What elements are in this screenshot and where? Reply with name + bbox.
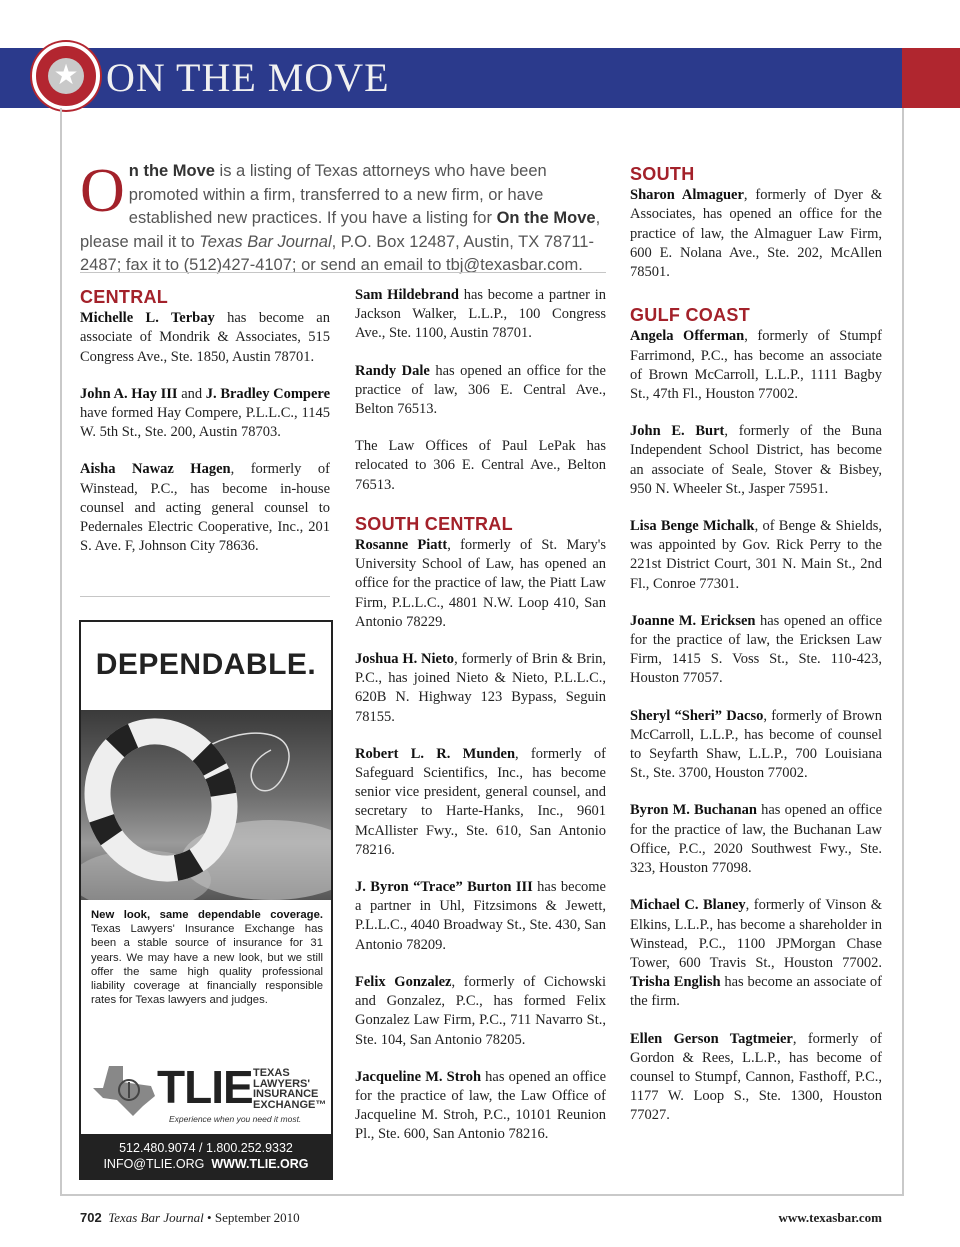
star-badge — [32, 42, 100, 110]
life-ring-icon — [81, 710, 331, 900]
listing-entry: Joshua H. Nieto, formerly of Brin & Brin, P.C., has joined Nieto & Nieto, P.L.L.C., 620B N. Highway 123 Bypass, Seguin 78155. — [355, 651, 606, 725]
section-heading-south: SOUTH — [630, 164, 695, 184]
ad-tagline: Experience when you need it most. — [169, 1114, 302, 1124]
dropcap: O — [80, 157, 125, 225]
listing-entry: John A. Hay III and J. Bradley Compere have formed Hay Compere, P.L.L.C., 1145 W. 5th St., Ste. 200, Austin 78703. — [80, 385, 331, 441]
listing-entry: Randy Dale has opened an office for the practice of law, 306 E. Central Ave., Belton 76513. — [355, 362, 606, 418]
tlie-advertisement[interactable] — [79, 620, 333, 1180]
listing-entry: J. Byron “Trace” Burton III has become a partner in Uhl, Fitzsimons & Jewett, P.L.L.C., 4040 Broadway St., Ste. 430, San Antonio 78209. — [355, 879, 606, 953]
tlie-logo: TLIE TEXAS LAWYERS' INSURANCE EXCHANGE™ Experience when you need it most. — [89, 1062, 323, 1134]
section-heading-gulf-coast: GULF COAST — [630, 305, 750, 326]
page-title: ON THE MOVE — [106, 55, 390, 100]
listing-entry: Michelle L. Terbay has become an associate of Mondrik & Associates, 515 Congress Ave., Ste. 1850, Austin 78701. — [80, 310, 330, 365]
listing-entry: Ellen Gerson Tagtmeier, formerly of Gordon & Rees, L.L.P., has become of counsel to Stumpf, Cannon, Fasthoff, P.C., 1177 W. Loop S., Ste. 1300, Houston 77027. — [630, 1030, 882, 1124]
column-3 — [630, 165, 882, 1144]
listing-entry: Sharon Almaguer, formerly of Dyer & Associates, has opened an office for the practice of law, the Almaguer Law Firm, 600 E. Nolana Ave., Ste. 202, McAllen 78501. — [630, 187, 882, 281]
listing-entry: Sam Hildebrand has become a partner in Jackson Walker, L.L.P., 100 Congress Ave., Ste. 1100, Austin 78701. — [355, 287, 607, 342]
intro-divider — [80, 272, 606, 273]
listing-entry: Lisa Benge Michalk, of Benge & Shields, was appointed by Gov. Rick Perry to the 221st District Court, 301 N. Main St., 2nd Fl., Conroe 77301. — [630, 518, 882, 592]
listing-entry: Sheryl “Sheri” Dacso, formerly of Brown McCarroll, L.L.P., has become of counsel to Seyfarth Shaw, L.L.P., 700 Louisiana St., Ste. 3700, Houston 77002. — [630, 707, 883, 782]
listing-entry: Angela Offerman, formerly of Stumpf Farrimond, P.C., has become an associate of Brown McCarroll, L.L.P., 1111 Bagby St., 47th Fl., Houston 77002. — [630, 328, 882, 403]
listing-entry: Rosanne Piatt, formerly of St. Mary's University School of Law, has opened an office for the practice of law, the Piatt Law Firm, P.L.L.C., 4801 N.W. Loop 410, San Antonio 78229. — [355, 537, 606, 630]
listing-entry: Aisha Nawaz Hagen, formerly of Winstead, P.C., has become in-house counsel and acting general counsel to Pedernales Electric Cooperative, Inc., 201 S. Ave. F, Johnson City 78636. — [80, 461, 330, 555]
ad-website[interactable]: WWW.TLIE.ORG — [211, 1157, 309, 1171]
footer-website[interactable]: www.texasbar.com — [778, 1210, 882, 1225]
header-accent — [902, 48, 960, 108]
listing-entry: Jacqueline M. Stroh has opened an office for the practice of law, the Law Office of Jacqueline M. Stroh, P.C., 10101 Reunion Pl., Ste. 600, San Antonio 78216. — [355, 1068, 607, 1143]
listing-entry: Joanne M. Ericksen has opened an office for the practice of law, the Ericksen Law Firm, 1415 S. Voss St., Ste. 110-423, Houston 77057. — [630, 612, 883, 687]
ad-photo-life-ring — [81, 710, 331, 900]
ad-email[interactable]: INFO@TLIE.ORG — [103, 1157, 205, 1171]
texas-map-icon — [89, 1062, 159, 1118]
column-divider — [80, 596, 330, 597]
ad-body: New look, same dependable coverage. Texas Lawyers' Insurance Exchange has been a stable source of insurance for 31 years. We may have a new look, but we still offer the same high quality professional liability coverage at financially responsible rates for Texas lawyers and judges. — [91, 909, 323, 1007]
listing-entry: Robert L. R. Munden, formerly of Safeguard Scientifics, Inc., has become senior vice president, general counsel, and secretary to Harte-Hanks, Inc., 9601 McAllister Fwy., Ste. 610, San Antonio 78216. — [355, 745, 606, 858]
listing-entry: John E. Burt, formerly of the Buna Independent School District, has become an associate of Seale, Stover & Bisbey, 950 N. Wheeler St., Jasper 75951. — [630, 423, 882, 497]
ad-contact-bar[interactable] — [81, 1134, 331, 1178]
column-2 — [355, 286, 606, 1163]
section-heading-central: CENTRAL — [80, 287, 169, 307]
issue-date: September 2010 — [214, 1210, 300, 1225]
page-number: 702 — [80, 1210, 102, 1225]
listing-entry: The Law Offices of Paul LePak has relocated to 306 E. Central Ave., Belton 76513. — [355, 438, 606, 493]
column-central — [80, 288, 330, 574]
section-heading-south-central: SOUTH CENTRAL — [355, 513, 513, 534]
ad-phone: 512.480.9074 / 1.800.252.9332 — [119, 1141, 293, 1155]
listing-entry: Byron M. Buchanan has opened an office for the practice of law, the Buchanan Law Office, P.C., 2020 Southwest Fwy., Ste. 323, Houston 77098. — [630, 802, 882, 877]
footer-left: 702 Texas Bar Journal • September 2010 — [80, 1210, 300, 1225]
ad-headline: DEPENDABLE. — [95, 648, 317, 681]
intro-paragraph: On the Move is a listing of Texas attorneys who have been promoted within a firm, transferred to a new firm, or have established new practices. If you have a listing for On the Move, please mail it to Texas Bar Journal, P.O. Box 12487, Austin, TX 78711-2487; fax it to (512)427-4107; or send an email to tbj@texasbar.com. — [80, 157, 601, 274]
listing-entry: Felix Gonzalez, formerly of Cichowski and Gonzalez, P.C., has formed Felix Gonzalez Law Firm, P.C., 711 Navarro St., Ste. 104, San Antonio 78205. — [355, 973, 606, 1048]
journal-name: Texas Bar Journal — [108, 1210, 204, 1225]
listing-entry: Michael C. Blaney, formerly of Vinson & Elkins, L.L.P., has become a shareholder in Winstead, P.C., 1100 JPMorgan Chase Tower, 600 Travis St., Houston 77002. Trisha English has become an associate of the firm. — [630, 897, 882, 1010]
star-icon: ★ — [53, 60, 79, 91]
